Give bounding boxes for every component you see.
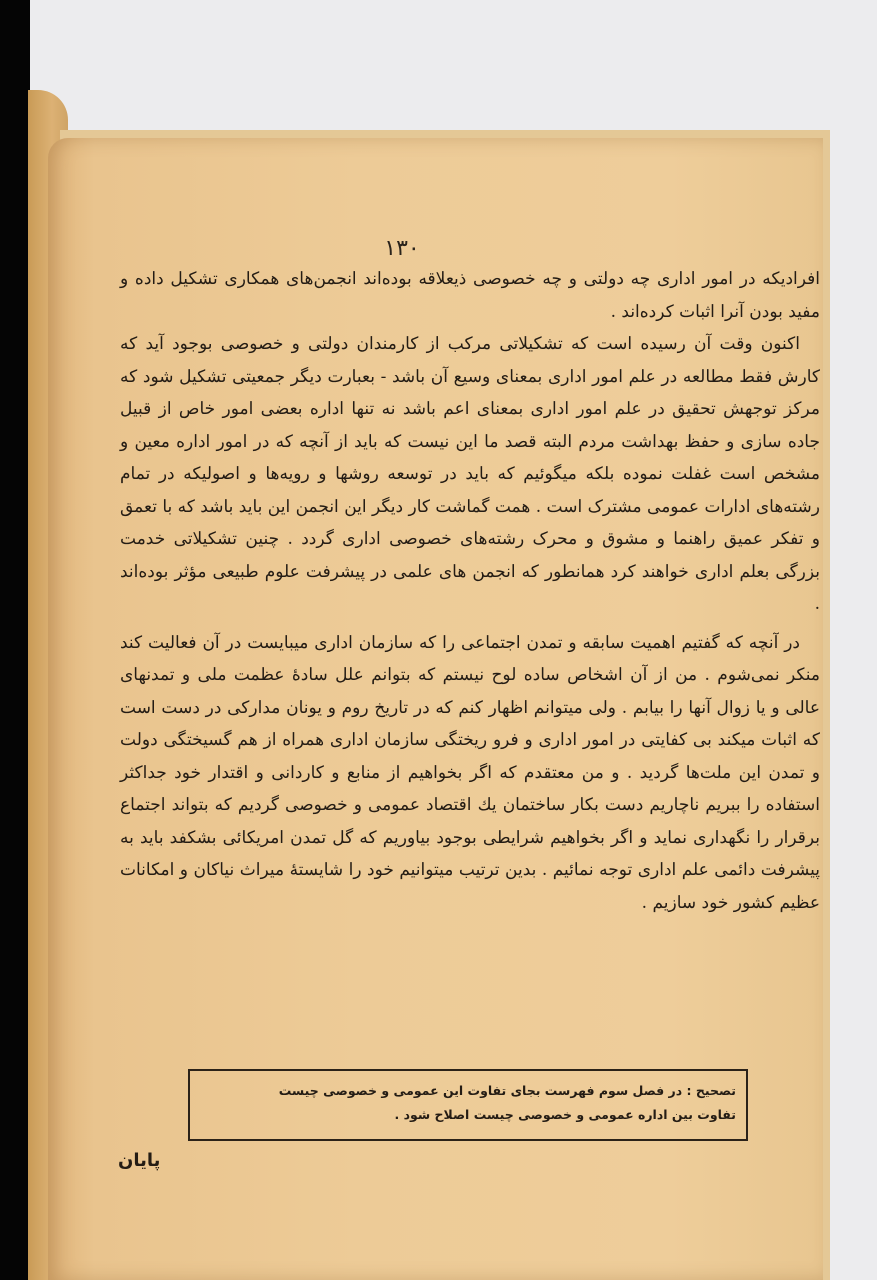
body-text — [120, 263, 820, 919]
background-strip — [0, 0, 30, 1280]
page-number: ۱۳۰ — [384, 236, 420, 261]
end-word: پایان — [118, 1150, 161, 1171]
paragraph-1: افرادیکه در امور اداری چه دولتی و چه خصوصی ذیعلاقه بوده‌اند انجمن‌های همکاری تشکیل داده و مفید بودن آنرا اثبات کرده‌اند . — [120, 269, 820, 322]
correction-line-1: تصحیح : در فصل سوم فهرست بجای تفاوت این عمومی و خصوصی چیست — [278, 1083, 736, 1098]
correction-box — [188, 1069, 748, 1141]
paragraph-2: اکنون وقت آن رسیده است که تشکیلاتی مرکب از کارمندان دولتی و خصوصی بوجود آید که کارش فقط مطالعه در علم امور اداری بمعنای وسیع آن باشد - بعبارت دیگر جمعیتی تشکیل شود که مرکز توجهش تحقیق در علم امور اداری بمعنای اعم باشد نه تنها اداره بعضی امور خاص از قبیل جاده سازی و حفظ بهداشت مردم البته قصد ما این نیست که باید از آنچه که در امور اداره معین و مشخص است غفلت نموده بلکه میگوئیم که باید در توسعه روشها و رویه‌ها و اصولیکه در تمام رشته‌های ادارات عمومی مشترک است . همت گماشت کار دیگر این انجمن این باید باشد که با تعمق و تفکر عمیق راهنما و مشوق و محرک رشته‌های خصوصی اداری گردد . چنین تشکیلاتی خدمت بزرگی بعلم اداری خواهند کرد همانطور که انجمن های علمی در پیشرفت علوم طبیعی مؤثر بوده‌اند . — [120, 334, 820, 614]
paragraph-3: در آنچه که گفتیم اهمیت سابقه و تمدن اجتماعی را که سازمان اداری میبایست در آن فعالیت کند منکر نمی‌شوم . من از آن اشخاص ساده لوح نیستم که بتوانم علل سادهٔ عظمت ملی و تمدنهای عالی و یا زوال آنها را بیابم . ولی میتوانم اظهار کنم که در تاریخ روم و یونان مدارکی در دست است که اثبات میکند بی کفایتی در امور اداری و فرو ریختگی سازمان اداری همراه از هم گسیختگی دولت و تمدن این ملت‌ها گردید . و من معتقدم که اگر بخواهیم از منابع و کاردانی و اقتدار خود جداکثر استفاده را ببریم ناچاریم دست بکار ساختمان یك اقتصاد عمومی و خصوصی گردیم که بتواند اجتماع برقرار را نگهداری نماید و اگر بخواهیم شرایطی بوجود بیاوریم که گل تمدن امریکائی بشکفد باید به پیشرفت دائمی علم اداری توجه نمائیم . بدین ترتیب میتوانیم خود را شایستهٔ میراث نیاکان و امکانات عظیم کشور خود سازیم . — [120, 632, 820, 913]
correction-line-2: تفاوت بین اداره عمومی و خصوصی چیست اصلاح شود . — [394, 1107, 736, 1122]
